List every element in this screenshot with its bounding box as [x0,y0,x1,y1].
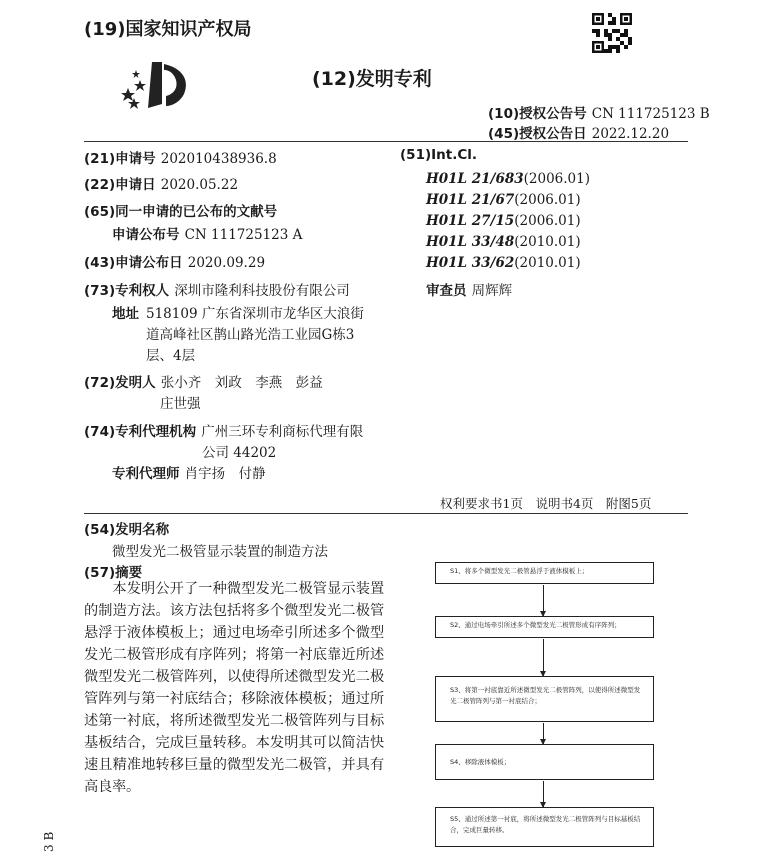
agent-row [112,462,266,482]
app-pub-no-label: 申请公布号 [112,227,180,243]
app-no-row [84,147,277,167]
ipc-code: H01L 33/48 [426,234,515,250]
flow-step-s4: S4、移除液体模板； [435,744,654,780]
filing-date-row [84,173,238,193]
address-label: 地址 [112,306,139,322]
agent: 肖宇扬 付静 [184,466,266,482]
abstract-label: (57)摘要 [84,565,143,581]
flow-step-s1: S1、将多个微型发光二极管悬浮于液体模板上； [435,562,654,584]
app-pub-no-row [112,223,302,243]
grant-pub-no: CN 111725123 B [591,106,710,122]
ipc-code: H01L 27/15 [426,213,515,229]
app-pub-date-label: (43)申请公布日 [84,255,183,271]
flow-arrow [543,585,544,616]
filing-date: 2020.05.22 [160,177,239,193]
inventors-row [84,371,323,391]
examiner-label: 审查员 [426,283,467,299]
address-line-2: 道高峰社区鹊山路光浩工业园G栋3 [146,327,355,343]
address-line-3: 层、4层 [146,348,196,364]
ipc-row-5 [426,252,581,271]
patentee: 深圳市隆利科技股份有限公司 [174,283,350,299]
inventors-line-2: 庄世强 [160,396,201,412]
ipc-version: (2006.01) [514,213,581,229]
qr-code-icon [592,13,632,53]
ipc-version: (2006.01) [523,171,591,187]
ipc-label: (51)Int.Cl. [400,147,478,163]
grant-pub-no-row [488,102,710,122]
ipc-row-3 [426,210,581,229]
app-pub-date-row [84,251,265,271]
patentee-row [84,279,350,299]
grant-date-label: (45)授权公告日 [488,126,587,142]
ipc-row-1 [426,168,590,187]
ipc-row-2 [426,189,581,208]
grant-pub-no-label: (10)授权公告号 [488,106,587,122]
abstract-text: 本发明公开了一种微型发光二极管显示装置的制造方法。该方法包括将多个微型发光二极管悬浮于液体模板上；通过电场牵引所述多个微型发光二极管形成有序阵列；将第一衬底靠近所述微型发光二极管阵列，以使得所述微型发光二极管阵列与第一衬底结合；移除液体模板；通过所述第一衬底，将所述微型发光二极管阵列与目标基板结合，完成巨量转移。本发明其可以简洁快速且精准地转移巨量的微型发光二极管，并具有高良率。 [84,581,384,795]
page-counts: 权利要求书1页 说明书4页 附图5页 [440,496,652,511]
flow-step-s3: S3、将第一衬底靠近所述微型发光二极管阵列，以使得所述微型发光二极管阵列与第一衬底结合； [435,676,654,722]
examiner: 周辉辉 [471,283,513,299]
inventors-line-1: 张小齐 刘政 李燕 彭益 [160,375,323,391]
grant-date-row [488,122,669,142]
ipc-version: (2006.01) [514,192,581,208]
ipc-row-4 [426,231,581,250]
flow-arrow [543,723,544,744]
flow-arrow [543,639,544,676]
prior-pub-label: (65)同一申请的已公布的文献号 [84,204,278,220]
ipc-code: H01L 21/67 [426,192,515,208]
flow-arrow [543,781,544,807]
address-line-1: 518109 广东省深圳市龙华区大浪街 [146,306,364,322]
office-name: (19)国家知识产权局 [84,19,252,40]
ipc-code: H01L 33/62 [426,255,515,271]
ipc-version: (2010.01) [514,234,581,250]
ipc-code: H01L 21/683 [426,171,524,187]
title-label: (54)发明名称 [84,522,170,538]
agency-line-1: 广州三环专利商标代理有限 [201,424,364,440]
header-divider [84,141,688,142]
examiner-row [426,279,512,299]
app-no-label: (21)申请号 [84,151,156,167]
inventors-label: (72)发明人 [84,375,156,391]
flow-step-s5: S5、通过所述第一衬底，将所述微型发光二极管阵列与目标基板结合，完成巨量转移。 [435,807,654,847]
ipc-version: (2010.01) [514,255,581,271]
agent-label: 专利代理师 [112,466,180,482]
app-pub-no: CN 111725123 A [184,227,303,243]
patentee-label: (73)专利权人 [84,283,170,299]
cnipa-logo [118,58,198,114]
invention-title: 微型发光二极管显示装置的制造方法 [112,544,328,560]
agency-row [84,420,363,440]
app-no: 202010438936.8 [160,151,277,167]
document-type: (12)发明专利 [312,68,432,90]
app-pub-date: 2020.09.29 [187,255,266,271]
filing-date-label: (22)申请日 [84,177,156,193]
agency-label: (74)专利代理机构 [84,424,197,440]
agency-line-2: 公司 44202 [202,445,277,461]
side-doc-mark: 3 B [42,831,56,852]
section-divider [84,513,688,514]
flow-step-s2: S2、通过电场牵引所述多个微型发光二极管形成有序阵列； [435,616,654,638]
grant-date: 2022.12.20 [591,126,670,142]
